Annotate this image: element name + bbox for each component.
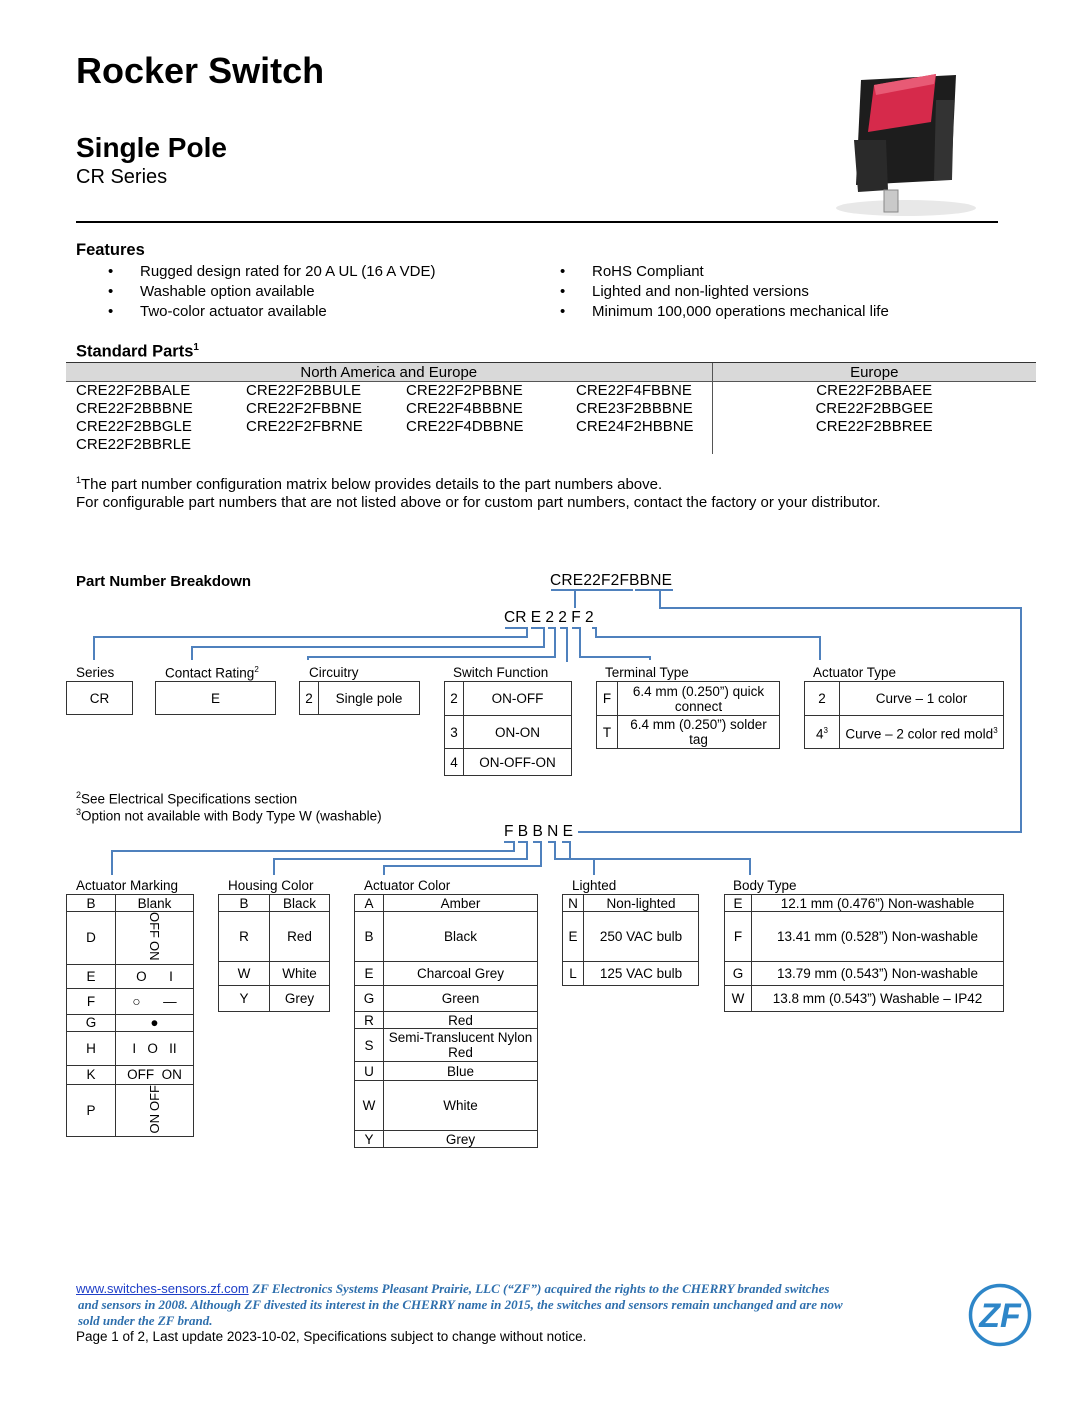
- footnote-2: [76, 790, 297, 807]
- option-row: [219, 986, 330, 1012]
- marking-symbol: I O II: [116, 1031, 194, 1065]
- code-body-type: E: [562, 823, 573, 840]
- option-row: [67, 912, 194, 965]
- option-description: Red: [270, 912, 330, 962]
- vertical-marking: ON: [147, 941, 162, 961]
- option-row: [725, 986, 1004, 1012]
- option-description: 6.4 mm (0.250”) quick connect: [618, 682, 780, 716]
- option-row: [355, 1081, 538, 1131]
- label-text: Contact Rating: [165, 665, 255, 681]
- vertical-marking: OFF: [147, 912, 162, 938]
- footnote-marker: 2: [76, 790, 82, 800]
- option-description: White: [384, 1081, 538, 1131]
- option-row: [67, 1014, 194, 1031]
- option-description: Red: [384, 1012, 538, 1029]
- option-row: [597, 716, 780, 749]
- option-description: Blue: [384, 1062, 538, 1081]
- part-number: CRE22F2FBRNE: [246, 418, 363, 435]
- label-terminal-type: Terminal Type: [605, 665, 689, 680]
- column-header-europe: Europe: [712, 363, 1036, 382]
- part-number: CRE22F2BBRLE: [76, 436, 192, 453]
- option-code: B: [355, 912, 384, 962]
- connector-circuitry: [308, 628, 555, 660]
- connector-housing-color: [274, 842, 527, 875]
- footnote-text: See Electrical Specifications section: [81, 791, 298, 807]
- standard-parts-heading-text: Standard Parts: [76, 342, 194, 361]
- option-code: Y: [219, 986, 270, 1012]
- footnote-ref: 2: [254, 665, 259, 674]
- option-description: Black: [384, 912, 538, 962]
- code-actuator-marking: F: [504, 823, 514, 840]
- option-description: 13.41 mm (0.528”) Non-washable: [752, 912, 1004, 962]
- table-switch-function: [444, 681, 572, 776]
- option-code: U: [355, 1062, 384, 1081]
- option-row: [445, 682, 572, 716]
- connector-series: [94, 628, 527, 660]
- code-terminal-type: F: [571, 609, 581, 626]
- table-actuator-color: [354, 894, 538, 1148]
- option-code: S: [355, 1029, 384, 1062]
- option-row: [355, 1029, 538, 1062]
- option-description: White: [270, 962, 330, 986]
- label-contact-rating: [165, 665, 259, 681]
- footnote-ref: 1: [193, 342, 199, 353]
- option-row: [355, 1062, 538, 1081]
- footer-line-3: [78, 1313, 213, 1329]
- europe-part-number: CRE22F2BBREE: [712, 418, 1036, 436]
- marking-symbol: Blank: [116, 895, 194, 912]
- option-row: [219, 962, 330, 986]
- option-code: 2: [300, 682, 319, 715]
- option-code: E: [355, 962, 384, 986]
- feature-item: • Lighted and non-lighted versions: [528, 282, 889, 302]
- table-lighted: [562, 894, 699, 986]
- table-series: [66, 681, 133, 715]
- footnote-1b: For configurable part numbers that are not listed above or for custom part numbers, contact the factory or your distributor.: [76, 494, 881, 511]
- option-row: [355, 1012, 538, 1029]
- footer-line-1: [76, 1281, 830, 1297]
- option-code: R: [355, 1012, 384, 1029]
- option-code: 2: [445, 682, 464, 716]
- europe-part-number: CRE22F2BBAEE: [712, 382, 1036, 401]
- table-housing-color: [218, 894, 330, 1012]
- option-row: [67, 988, 194, 1014]
- feature-item: • Two-color actuator available: [76, 302, 435, 322]
- option-row: [725, 912, 1004, 962]
- label-housing-color: Housing Color: [228, 878, 314, 893]
- label-switch-function: Switch Function: [453, 665, 549, 680]
- column-header-north-america: North America and Europe: [66, 363, 712, 382]
- code-series: CR: [504, 609, 527, 626]
- label-body-type: Body Type: [733, 878, 797, 893]
- option-row: [355, 912, 538, 962]
- option-code: T: [597, 716, 618, 749]
- option-row: [300, 682, 420, 715]
- option-row: [355, 962, 538, 986]
- option-code: H: [67, 1031, 116, 1065]
- option-code: 2: [805, 682, 840, 716]
- footnote-text: Option not available with Body Type W (washable): [81, 808, 382, 824]
- option-code: G: [355, 986, 384, 1012]
- website-link[interactable]: www.switches-sensors.zf.com: [76, 1281, 249, 1296]
- option-row: [219, 895, 330, 912]
- option-row: [563, 912, 699, 962]
- option-code: W: [355, 1081, 384, 1131]
- option-code: L: [563, 962, 584, 986]
- option-row: [805, 682, 1004, 716]
- footnote-3: [76, 807, 382, 824]
- option-code: K: [67, 1065, 116, 1084]
- option-code: A: [355, 895, 384, 912]
- option-code: F: [597, 682, 618, 716]
- option-row: [805, 716, 1004, 749]
- footnote-text: The part number configuration matrix below provides details to the part numbers above.: [81, 476, 663, 493]
- option-description: Semi-Translucent Nylon Red: [384, 1029, 538, 1062]
- option-description: Amber: [384, 895, 538, 912]
- series-name: CR Series: [76, 166, 168, 188]
- part-number-prefix: CRE22F2: [550, 572, 620, 589]
- option-row: [67, 1031, 194, 1065]
- table-circuitry: [299, 681, 420, 715]
- code-actuator-color: B: [532, 823, 543, 840]
- footnote-ref: 3: [823, 725, 828, 735]
- option-description: Grey: [384, 1131, 538, 1148]
- option-description: 6.4 mm (0.250”) solder tag: [618, 716, 780, 749]
- marking-symbol: [116, 1084, 194, 1137]
- option-code: F: [725, 912, 752, 962]
- feature-item: • Rugged design rated for 20 A UL (16 A VDE): [76, 262, 435, 282]
- code-contact-rating: E: [530, 609, 542, 626]
- option-row: [67, 964, 194, 988]
- option-code: B: [219, 895, 270, 912]
- vertical-marking: ON: [147, 1113, 162, 1133]
- part-number: CRE22F2BBULE: [246, 382, 362, 399]
- footnote-ref: 3: [993, 725, 998, 735]
- option-description: 125 VAC bulb: [584, 962, 699, 986]
- series-value: CR: [67, 682, 133, 715]
- label-actuator-marking: Actuator Marking: [76, 878, 179, 893]
- marking-symbol: ○ —: [116, 988, 194, 1014]
- option-description: Grey: [270, 986, 330, 1012]
- feature-item: • RoHS Compliant: [528, 262, 889, 282]
- vertical-marking: OFF: [147, 1084, 162, 1111]
- part-number: CRE22F2BBALE: [76, 382, 191, 399]
- code-housing-color: B: [517, 823, 529, 840]
- option-row: [597, 682, 780, 716]
- option-code: R: [219, 912, 270, 962]
- option-description: Black: [270, 895, 330, 912]
- connector-body-type: [562, 842, 750, 875]
- option-row: [67, 1065, 194, 1084]
- option-code: Y: [355, 1131, 384, 1148]
- connector-switch-function: [560, 628, 567, 662]
- option-code: P: [67, 1084, 116, 1137]
- option-description: 12.1 mm (0.476”) Non-washable: [752, 895, 1004, 912]
- option-row: [445, 716, 572, 749]
- option-code: D: [67, 912, 116, 965]
- table-contact-rating: [155, 681, 276, 715]
- code-actuator-type: 2: [585, 609, 594, 626]
- marking-symbol: [116, 912, 194, 965]
- label-actuator-type: Actuator Type: [813, 665, 897, 680]
- option-row: [563, 962, 699, 986]
- option-code: 4: [445, 749, 464, 776]
- label-actuator-color: Actuator Color: [364, 878, 451, 893]
- part-number: CRE23F2BBBNE: [576, 400, 693, 417]
- option-code: W: [725, 986, 752, 1012]
- table-actuator-type: [804, 681, 1004, 749]
- zf-logo-icon: [968, 1283, 1032, 1347]
- part-number-breakdown-heading: Part Number Breakdown: [76, 573, 252, 590]
- option-row: [445, 749, 572, 776]
- footnote-marker: 3: [76, 807, 82, 817]
- label-circuitry: Circuitry: [309, 665, 359, 680]
- option-row: [725, 962, 1004, 986]
- footer-statement: sold under the ZF brand.: [78, 1313, 213, 1328]
- part-number: CRE22F2PBBNE: [406, 382, 523, 399]
- part-number: CRE22F2BBGLE: [76, 418, 192, 435]
- part-number-suffix: FBBNE: [619, 572, 673, 589]
- code-circuitry: 2: [545, 609, 554, 626]
- option-code: E: [67, 964, 116, 988]
- part-number: CRE22F4DBBNE: [406, 418, 524, 435]
- page-title: Rocker Switch: [76, 50, 325, 91]
- option-row: [67, 895, 194, 912]
- label-series: Series: [76, 665, 115, 680]
- europe-part-number: CRE22F2BBGEE: [712, 400, 1036, 418]
- code-switch-function: 2: [558, 609, 567, 626]
- option-code: $4^3$: [805, 716, 840, 749]
- part-number: CRE24F2HBBNE: [576, 418, 694, 435]
- option-row: [563, 895, 699, 912]
- footer-statement: and sensors in 2008. Although ZF divested its interest in the CHERRY name in 2015, the switches and sensors remain unchanged and are now: [78, 1297, 843, 1312]
- option-code: N: [563, 895, 584, 912]
- option-code: E: [725, 895, 752, 912]
- option-row: [725, 895, 1004, 912]
- contact-rating-value: E: [156, 682, 276, 715]
- footer-line-2: [78, 1297, 843, 1313]
- table-terminal-type: [596, 681, 780, 749]
- option-description: ON-OFF-ON: [464, 749, 572, 776]
- page-info: Page 1 of 2, Last update 2023-10-02, Specifications subject to change without notice.: [76, 1329, 587, 1344]
- features-heading: Features: [76, 241, 145, 259]
- marking-symbol: ●: [116, 1014, 194, 1031]
- table-body-type: [724, 894, 1004, 1012]
- part-number: CRE22F4BBBNE: [406, 400, 523, 417]
- option-code: W: [219, 962, 270, 986]
- feature-item: • Washable option available: [76, 282, 435, 302]
- table-actuator-marking: [66, 894, 194, 1137]
- part-number: CRE22F2FBBNE: [246, 400, 362, 417]
- svg-text:ZF: ZF: [979, 1297, 1021, 1335]
- option-description: Curve – 1 color: [840, 682, 1004, 716]
- option-description: Charcoal Grey: [384, 962, 538, 986]
- option-description: Green: [384, 986, 538, 1012]
- option-description: 13.8 mm (0.543”) Washable – IP42: [752, 986, 1004, 1012]
- option-row: [355, 1131, 538, 1148]
- option-description: Curve – 2 color red mold$^3$: [840, 716, 1004, 749]
- code-lighted: N: [547, 823, 559, 840]
- marking-symbol: O I: [116, 964, 194, 988]
- option-row: [219, 912, 330, 962]
- option-description: 13.79 mm (0.543”) Non-washable: [752, 962, 1004, 986]
- option-code: G: [67, 1014, 116, 1031]
- connector-terminal-type: [572, 628, 650, 660]
- label-lighted: Lighted: [572, 878, 617, 893]
- option-code: B: [67, 895, 116, 912]
- option-code: G: [725, 962, 752, 986]
- option-description: Single pole: [319, 682, 420, 715]
- connector-contact-rating: [192, 628, 544, 660]
- option-row: [67, 1084, 194, 1137]
- option-description: ON-ON: [464, 716, 572, 749]
- marking-symbol: OFF ON: [116, 1065, 194, 1084]
- option-description: ON-OFF: [464, 682, 572, 716]
- footer-statement: ZF Electronics Systems Pleasant Prairie, LLC (“ZF”) acquired the rights to the CHERRY branded switches: [252, 1281, 830, 1296]
- option-code: 3: [445, 716, 464, 749]
- page-subtitle: Single Pole: [76, 132, 227, 163]
- option-row: [355, 895, 538, 912]
- option-code: F: [67, 988, 116, 1014]
- part-number: CRE22F2BBBNE: [76, 400, 193, 417]
- feature-item: • Minimum 100,000 operations mechanical life: [528, 302, 889, 322]
- option-row: [355, 986, 538, 1012]
- option-description: Non-lighted: [584, 895, 699, 912]
- option-description: 250 VAC bulb: [584, 912, 699, 962]
- part-number: CRE22F4FBBNE: [576, 382, 692, 399]
- connector-actuator-type: [592, 628, 820, 660]
- option-code: E: [563, 912, 584, 962]
- footnote-marker: 1: [76, 475, 82, 485]
